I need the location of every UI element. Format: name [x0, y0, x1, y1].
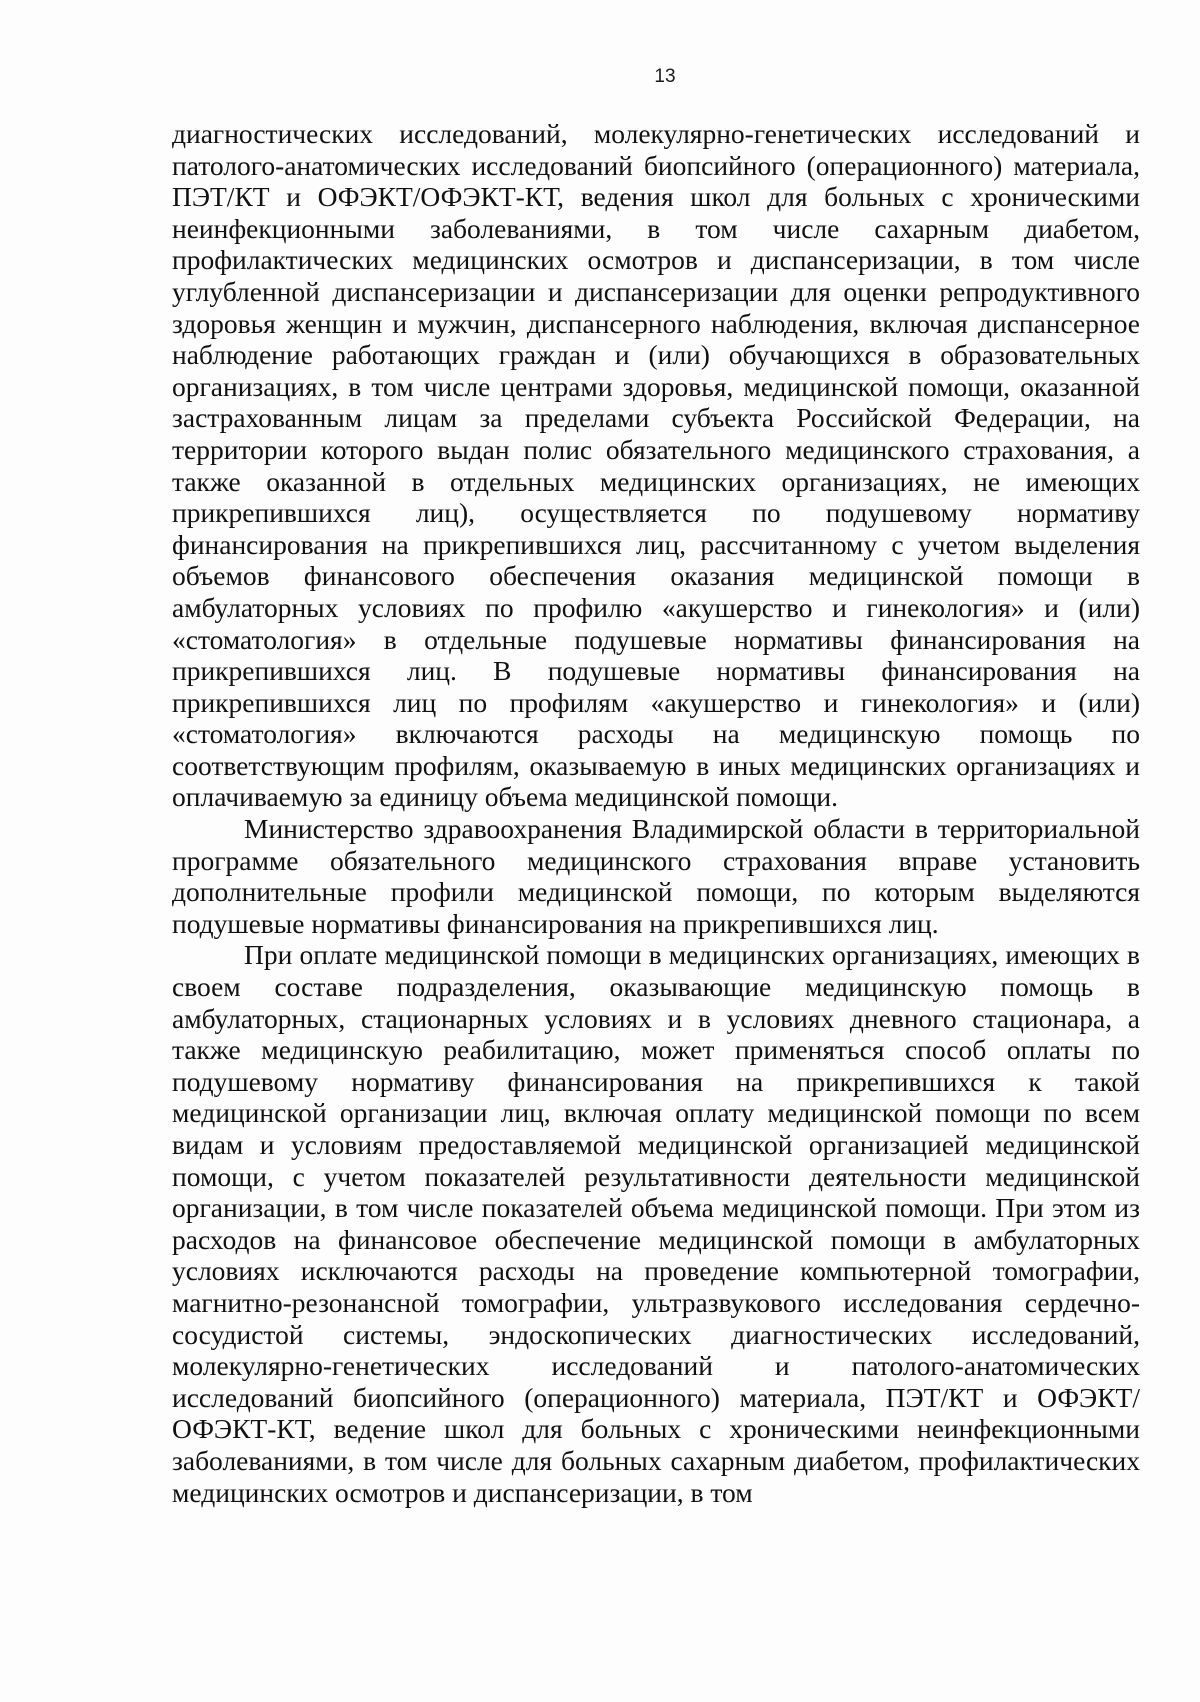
paragraph-ministry-profiles: Министерство здравоохранения Владимирской области в территориальной программе обязательного медицинского страхования вправе установить дополнительные профили медицинской помощи, по которым выделяются подушевые нормативы финансирования на прикрепившихся лиц.: [172, 813, 1140, 939]
document-body: [172, 118, 1140, 1508]
page-number: 13: [654, 66, 676, 87]
paragraph-payment-method: При оплате медицинской помощи в медицинских организациях, имеющих в своем составе подразделения, оказывающие медицинскую помощь в амбулаторных, стационарных условиях и в условиях дневного стационара, а также медицинскую реабилитацию, может применяться способ оплаты по подушевому нормативу финансирования на прикрепившихся к такой медицинской организации лиц, включая оплату медицинской помощи по всем видам и условиям предоставляемой медицинской организацией медицинской помощи, с учетом показателей результативности деятельности медицинской организации, в том числе показателей объема медицинской помощи. При этом из расходов на финансовое обеспечение медицинской помощи в амбулаторных условиях исключаются расходы на проведение компьютерной томографии, магнитно-резонансной томографии, ультразвукового исследования сердечно-сосудистой системы, эндоскопических диагностических исследований, молекулярно-генетических исследований и патолого-анатомических исследований биопсийного (операционного) материала, ПЭТ/КТ и ОФЭКТ/ОФЭКТ-КТ, ведение школ для больных с хроническими неинфекционными заболеваниями, в том числе для больных сахарным диабетом, профилактических медицинских осмотров и диспансеризации, в том: [172, 939, 1140, 1508]
paragraph-continuation: диагностических исследований, молекулярно-генетических исследований и патолого-анатомических исследований биопсийного (операционного) материала, ПЭТ/КТ и ОФЭКТ/ОФЭКТ-КТ, ведения школ для больных с хроническими неинфекционными заболеваниями, в том числе сахарным диабетом, профилактических медицинских осмотров и диспансеризации, в том числе углубленной диспансеризации и диспансеризации для оценки репродуктивного здоровья женщин и мужчин, диспансерного наблюдения, включая диспансерное наблюдение работающих граждан и (или) обучающихся в образовательных организациях, в том числе центрами здоровья, медицинской помощи, оказанной застрахованным лицам за пределами субъекта Российской Федерации, на территории которого выдан полис обязательного медицинского страхования, а также оказанной в отдельных медицинских организациях, не имеющих прикрепившихся лиц), осуществляется по подушевому нормативу финансирования на прикрепившихся лиц, рассчитанному с учетом выделения объемов финансового обеспечения оказания медицинской помощи в амбулаторных условиях по профилю «акушерство и гинекология» и (или) «стоматология» в отдельные подушевые нормативы финансирования на прикрепившихся лиц. В подушевые нормативы финансирования на прикрепившихся лиц по профилям «акушерство и гинекология» и (или) «стоматология» включаются расходы на медицинскую помощь по соответствующим профилям, оказываемую в иных медицинских организациях и оплачиваемую за единицу объема медицинской помощи.: [172, 118, 1140, 813]
